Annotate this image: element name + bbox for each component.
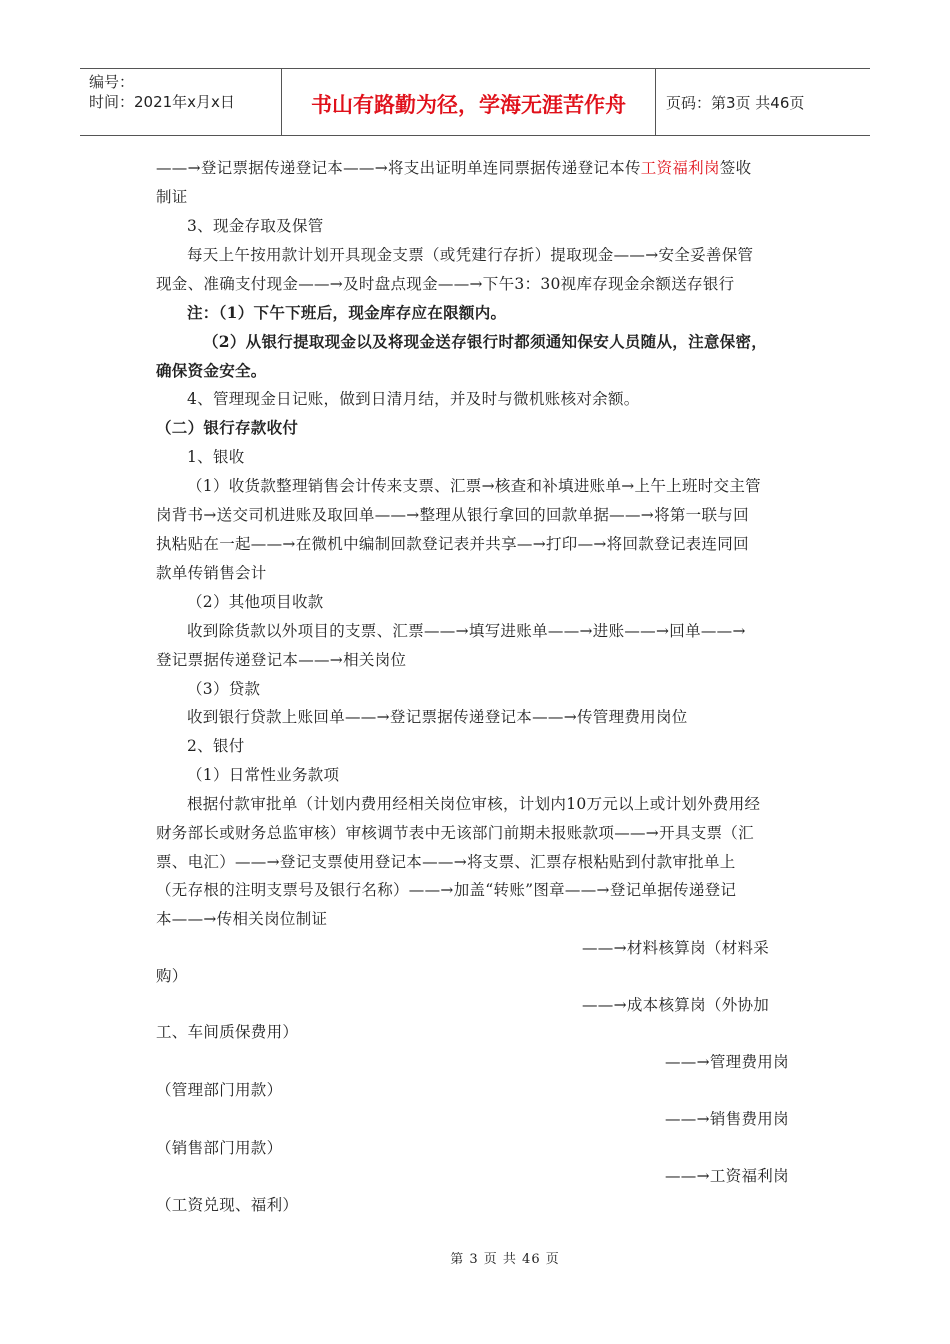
text-line: 收到银行贷款上账回单——→登记票据传递登记本——→传管理费用岗位 xyxy=(187,708,688,726)
text-line: 根据付款审批单（计划内费用经相关岗位审核，计划内10万元以上或计划外费用经 xyxy=(187,795,761,813)
page-header xyxy=(80,68,870,136)
note-line: 确保资金安全。 xyxy=(156,361,267,380)
text-line: 现金、准确支付现金——→及时盘点现金——→下午3：30视库存现金余额送存银行 xyxy=(156,275,735,293)
header-motto: 书山有路勤为径，学海无涯苦作舟 xyxy=(311,93,626,117)
header-meta xyxy=(89,72,279,112)
note-line: 注：（1）下午下班后，现金库存应在限额内。 xyxy=(187,303,507,322)
text-span: 签收 xyxy=(719,159,752,177)
text-line xyxy=(156,158,751,178)
header-divider xyxy=(655,69,656,135)
branch-line: ——→管理费用岗 xyxy=(665,1053,789,1071)
text-line: （管理部门用款） xyxy=(156,1081,283,1099)
note-line: （2）从银行提取现金以及将现金送存银行时都须通知保安人员随从，注意保密， xyxy=(203,332,768,351)
subsection-heading: （1）日常性业务款项 xyxy=(187,766,340,784)
highlighted-term: 工资福利岗 xyxy=(640,159,720,177)
text-line: 款单传销售会计 xyxy=(156,564,267,582)
text-line: （1）收货款整理销售会计传来支票、汇票→核查和补填进账单→上午上班时交主管 xyxy=(187,477,761,495)
text-line: （无存根的注明支票号及银行名称）——→加盖“转账”图章——→登记单据传递登记 xyxy=(156,881,737,899)
subsection-heading: （2）其他项目收款 xyxy=(187,593,324,611)
text-line: 制证 xyxy=(156,188,188,206)
branch-line: ——→材料核算岗（材料采 xyxy=(582,939,770,957)
section-heading: （二）银行存款收付 xyxy=(156,418,299,437)
text-line: 收到除货款以外项目的支票、汇票——→填写进账单——→进账——→回单——→ xyxy=(187,622,746,640)
text-line: （工资兑现、福利） xyxy=(156,1196,299,1214)
serial-label: 编号： xyxy=(89,73,135,91)
text-line: 工、车间质保费用） xyxy=(156,1023,299,1041)
branch-line: ——→成本核算岗（外协加 xyxy=(582,996,770,1014)
text-line: 岗背书→送交司机进账及取回单——→整理从银行拿回的回款单据——→将第一联与回 xyxy=(156,506,749,524)
text-line: 票、电汇）——→登记支票使用登记本——→将支票、汇票存根粘贴到付款审批单上 xyxy=(156,853,736,871)
subsection-heading: 1、银收 xyxy=(187,448,245,466)
text-line: 每天上午按用款计划开具现金支票（或凭建行存折）提取现金——→安全妥善保管 xyxy=(187,246,754,264)
page-footer: 第 3 页 共 46 页 xyxy=(450,1252,560,1267)
text-line: 购） xyxy=(156,967,188,985)
header-page-number: 页码：第3页 共46页 xyxy=(666,94,805,112)
subsection-heading: 2、银付 xyxy=(187,737,245,755)
text-line: 本——→传相关岗位制证 xyxy=(156,910,328,928)
text-line: 执粘贴在一起——→在微机中编制回款登记表并共享—→打印—→将回款登记表连同回 xyxy=(156,535,749,553)
text-line: 财务部长或财务总监审核）审核调节表中无该部门前期未报账款项——→开具支票（汇 xyxy=(156,824,754,842)
date-label: 时间：2021年x月x日 xyxy=(89,93,235,111)
text-line: 4、管理现金日记账，做到日清月结，并及时与微机账核对余额。 xyxy=(187,390,640,408)
section-heading: 3、现金存取及保管 xyxy=(187,217,324,235)
branch-line: ——→工资福利岗 xyxy=(665,1167,789,1185)
text-line: （销售部门用款） xyxy=(156,1139,283,1157)
text-line: 登记票据传递登记本——→相关岗位 xyxy=(156,651,407,669)
text-span: ——→登记票据传递登记本——→将支出证明单连同票据传递登记本传 xyxy=(156,159,641,177)
subsection-heading: （3）贷款 xyxy=(187,680,261,698)
branch-line: ——→销售费用岗 xyxy=(665,1110,789,1128)
